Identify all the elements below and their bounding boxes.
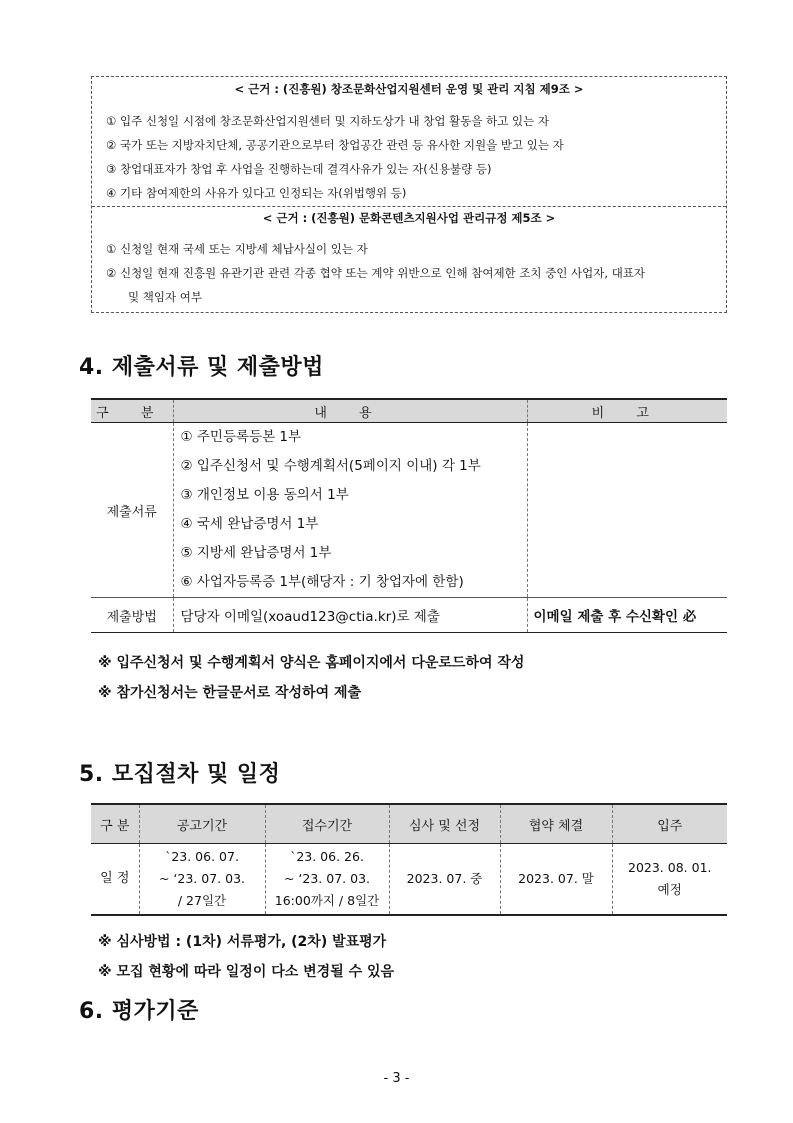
date-line: `23. 06. 26.	[290, 849, 364, 864]
note: ※ 모집 현황에 따라 일정이 다소 변경될 수 있음	[98, 964, 395, 980]
page-number: - 3 -	[383, 1071, 410, 1086]
header-agreement: 협약 체결	[500, 804, 612, 844]
date-line: 예정	[657, 882, 682, 897]
table-header-category: 구 분	[91, 399, 173, 423]
receipt-period	[265, 844, 389, 916]
criteria-header-1-text: < 근거 : (진흥원) 창조문화산업지원센터 운영 및 관리 지침 제9조 >	[234, 82, 584, 96]
announcement-period	[139, 844, 265, 916]
section-5-title: 5. 모집절차 및 일정	[79, 762, 281, 787]
document-item: ④ 국세 완납증명서 1부	[180, 516, 319, 532]
criteria-item: ② 국가 또는 지방자치단체, 공공기관으로부터 창업공간 관련 등 유사한 지원을 받고 있는 자	[106, 138, 564, 152]
date-line: ~ ‘23. 07. 03.	[158, 871, 245, 886]
submission-documents-table	[91, 398, 727, 633]
documents-list	[173, 423, 527, 598]
date-line: 16:00까지 / 8일간	[274, 893, 380, 908]
note: ※ 입주신청서 및 수행계획서 양식은 홈페이지에서 다운로드하여 작성	[98, 655, 525, 671]
document-item: ② 입주신청서 및 수행계획서(5페이지 이내) 각 1부	[180, 458, 481, 474]
section-4-title: 4. 제출서류 및 제출방법	[79, 355, 324, 380]
remarks-cell	[527, 423, 727, 598]
criteria-item: ② 신청일 현재 진흥원 유관기관 관련 각종 협약 또는 계약 위반으로 인해 참여제한 조치 중인 사업자, 대표자	[106, 266, 646, 280]
eligibility-criteria-box	[91, 76, 727, 313]
document-item: ⑥ 사업자등록증 1부(해당자 : 기 창업자에 한함)	[180, 574, 464, 590]
row-label-method: 제출방법	[91, 598, 173, 633]
date-line: `23. 06. 07.	[165, 849, 239, 864]
document-item: ⑤ 지방세 완납증명서 1부	[180, 545, 332, 561]
header-category: 구 분	[91, 804, 139, 844]
criteria-item: ① 입주 신청일 시점에 창조문화산업지원센터 및 지하도상가 내 창업 활동을 하고 있는 자	[106, 114, 549, 128]
criteria-item-continued: 및 책임자 여부	[128, 290, 202, 304]
date-line: ~ ‘23. 07. 03.	[283, 871, 370, 886]
criteria-header-2	[92, 206, 726, 230]
criteria-item: ③ 창업대표자가 창업 후 사업을 진행하는데 결격사유가 있는 자(신용불량 등)	[106, 162, 492, 176]
review-period: 2023. 07. 중	[389, 844, 500, 916]
header-review: 심사 및 선정	[389, 804, 500, 844]
header-move-in: 입주	[612, 804, 727, 844]
header-receipt: 접수기간	[265, 804, 389, 844]
agreement-period: 2023. 07. 말	[500, 844, 612, 916]
date-line: 2023. 08. 01.	[628, 860, 712, 875]
submission-note: 이메일 제출 후 수신확인 必	[527, 598, 727, 633]
submission-method: 담당자 이메일(xoaud123@ctia.kr)로 제출	[173, 598, 527, 633]
date-line: / 27일간	[177, 893, 227, 908]
section-6-title: 6. 평가기준	[79, 999, 199, 1024]
note: ※ 참가신청서는 한글문서로 작성하여 제출	[98, 685, 362, 701]
row-label-documents: 제출서류	[91, 423, 173, 598]
move-in-date	[612, 844, 727, 916]
criteria-item: ① 신청일 현재 국세 또는 지방세 체납사실이 있는 자	[106, 242, 368, 256]
criteria-item: ④ 기타 참여제한의 사유가 있다고 인정되는 자(위법행위 등)	[106, 186, 407, 200]
schedule-table	[91, 803, 727, 916]
criteria-header-2-text: < 근거 : (진흥원) 문화콘텐츠지원사업 관리규정 제5조 >	[262, 211, 556, 225]
table-header-remarks: 비 고	[527, 399, 727, 423]
document-item: ① 주민등록등본 1부	[180, 429, 302, 445]
criteria-header-1	[92, 77, 726, 101]
table-header-content: 내 용	[173, 399, 527, 423]
document-item: ③ 개인정보 이용 동의서 1부	[180, 487, 349, 503]
note: ※ 심사방법 : (1차) 서류평가, (2차) 발표평가	[98, 934, 387, 950]
row-label-schedule: 일 정	[91, 844, 139, 916]
header-announcement: 공고기간	[139, 804, 265, 844]
